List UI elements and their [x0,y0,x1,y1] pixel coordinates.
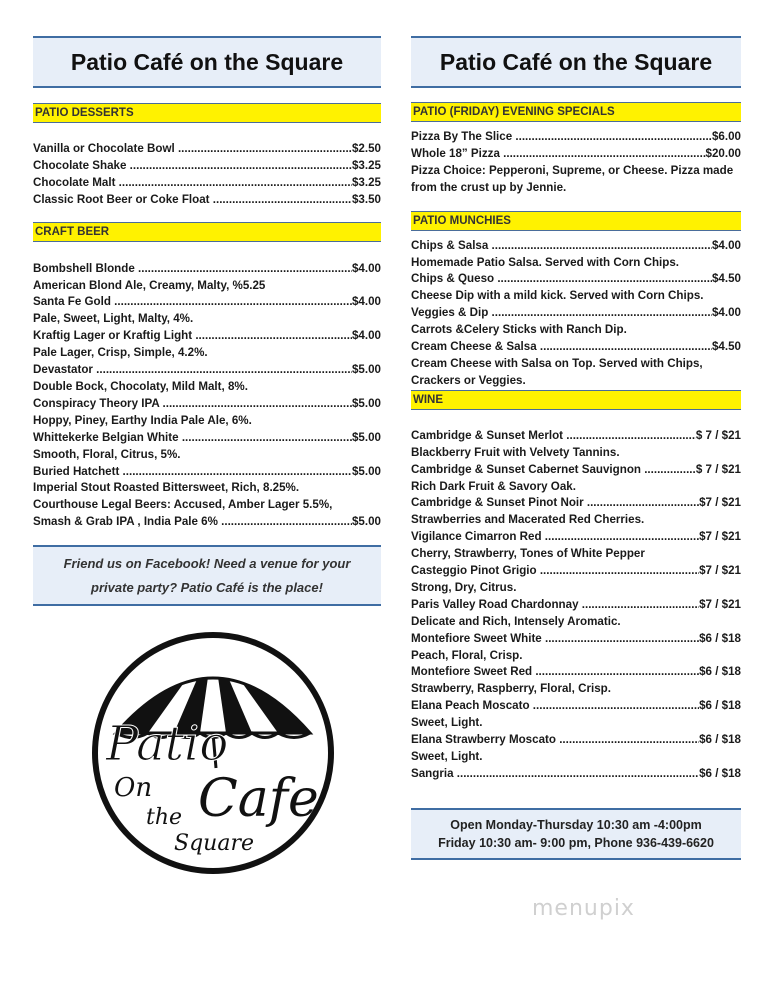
menu-item [411,563,741,580]
item-price: $5.00 [351,515,381,529]
item-name: Veggies & Dip ..... [411,305,712,322]
item-description: Homemade Patio Salsa. Served with Corn Chips. [411,255,680,269]
item-name: Chips & Queso ..... [411,271,712,288]
menu-item [411,529,741,546]
wine-list [411,428,741,783]
menu-item [33,294,381,311]
item-price: $3.50 [351,192,381,206]
right-column [411,36,741,783]
menu-item [411,597,741,614]
menu-item [33,192,381,209]
item-description: Cream Cheese with Salsa on Top. Served with Chips, Crackers or Veggies. [411,356,703,387]
item-price: $6 / $18 [699,631,741,645]
menu-item [411,146,741,163]
item-name: Pizza By The Slice ..... [411,129,712,146]
item-name: Bombshell Blonde ..... [33,261,352,278]
item-price: $ 7 / $21 [695,428,741,442]
item-price: $4.50 [711,272,741,286]
item-price: $20.00 [705,146,741,160]
item-name: Elana Strawberry Moscato ..... [411,732,699,749]
item-name: Smash & Grab IPA , India Pale 6% ..... [33,514,352,531]
item-price: $3.25 [351,158,381,172]
item-price: $7 / $21 [699,597,741,611]
promo-line: private party? Patio Café is the place! [91,579,323,595]
item-name: Chips & Salsa ..... [411,238,712,255]
item-price: $4.00 [351,261,381,275]
item-name: Santa Fe Gold ..... [33,294,352,311]
item-price: $4.00 [351,329,381,343]
item-description: Strawberries and Macerated Red Cherries. [411,513,645,527]
item-description: Pale Lager, Crisp, Simple, 4.2%. [33,346,208,360]
hours-line: Open Monday-Thursday 10:30 am -4:00pm [450,818,702,832]
beer-list [33,261,381,532]
menu-item [33,430,381,447]
item-description: Double Bock, Chocolaty, Mild Malt, 8%. [33,379,248,393]
munchies-list [411,238,741,390]
item-name: Sangria ..... [411,766,699,783]
menu-item [411,495,741,512]
item-description: Cherry, Strawberry, Tones of White Pepper [411,547,645,561]
item-price: $6.00 [711,130,741,143]
item-name: Chocolate Malt ..... [33,175,352,192]
menupix-watermark: menupix [532,896,635,921]
item-name: Elana Peach Moscato ..... [411,698,699,715]
menu-item [411,698,741,715]
menu-item [411,339,741,356]
item-price: $ 7 / $21 [695,462,741,476]
item-description: Rich Dark Fruit & Savory Oak. [411,479,576,493]
menu-item [411,305,741,322]
item-description: Sweet, Light. [411,716,483,730]
logo-word: Patio [106,716,229,772]
menu-item [33,328,381,345]
item-price: $6 / $18 [699,699,741,713]
section-header-munchies: PATIO MUNCHIES [411,211,741,231]
left-title: Patio Café on the Square [33,36,381,88]
menu-item [33,141,381,158]
item-name: Devastator ..... [33,362,352,379]
item-price: $5.00 [351,363,381,377]
menu-item [33,261,381,278]
item-price: $4.50 [711,340,741,354]
item-description: American Blond Ale, Creamy, Malty, %5.25 [33,278,266,292]
item-name: Chocolate Shake ..... [33,158,352,175]
section-header-craft-beer: CRAFT BEER [33,222,381,242]
menu-item [33,396,381,413]
item-description: Strong, Dry, Citrus. [411,580,517,594]
item-price: $6 / $18 [699,766,741,780]
logo-word: On [114,773,153,803]
item-name: Buried Hatchett ..... [33,464,352,481]
menu-item [33,175,381,192]
item-description: Blackberry Fruit with Velvety Tannins. [411,445,620,459]
menu-item [411,271,741,288]
menu-item [411,664,741,681]
item-name: Cambridge & Sunset Cabernet Sauvignon ..... [411,462,696,479]
item-description: Hoppy, Piney, Earthy India Pale Ale, 6%. [33,413,252,427]
section-header-wine: WINE [411,390,741,410]
item-name: Cambridge & Sunset Merlot ..... [411,428,696,445]
item-description: Smooth, Floral, Citrus, 5%. [33,447,181,461]
item-price: $5.00 [351,396,381,410]
item-price: $7 / $21 [699,564,741,578]
item-description: Carrots &Celery Sticks with Ranch Dip. [411,323,627,337]
item-name: Kraftig Lager or Kraftig Light ..... [33,328,352,345]
menu-item [411,238,741,255]
right-title: Patio Café on the Square [411,36,741,88]
desserts-list [33,141,381,209]
hours-line: Friday 10:30 am- 9:00 pm, Phone 936-439-6620 [438,836,714,850]
hours-box [411,808,741,860]
specials-list [411,129,741,197]
item-description: Sweet, Light. [411,750,483,763]
item-price: $6 / $18 [699,665,741,679]
patio-cafe-logo [88,628,338,878]
item-description: Courthouse Legal Beers: Accused, Amber Lager 5.5%, [33,498,333,512]
menu-item [33,514,381,531]
menu-item [411,732,741,749]
menu-item [411,129,741,146]
menu-item [33,464,381,481]
item-name: Casteggio Pinot Grigio ..... [411,563,699,580]
item-description: Pale, Sweet, Light, Malty, 4%. [33,312,194,326]
logo-word: the [146,805,183,830]
item-price: $4.00 [711,306,741,320]
item-price: $4.00 [711,238,741,252]
item-name: Whole 18” Pizza ..... [411,146,706,163]
item-name: Montefiore Sweet Red ..... [411,664,699,681]
menu-item [411,766,741,783]
item-name: Cream Cheese & Salsa ..... [411,339,712,356]
item-description: Delicate and Rich, Intensely Aromatic. [411,614,621,628]
item-description: Imperial Stout Roasted Bittersweet, Rich, 8.25%. [33,481,300,495]
menu-item [33,362,381,379]
item-name: Montefiore Sweet White ..... [411,631,699,648]
section-header-desserts: PATIO DESSERTS [33,103,381,123]
promo-line: Friend us on Facebook! Need a venue for your [63,555,351,571]
menu-item [33,158,381,175]
item-price: $7 / $21 [699,530,741,544]
left-column [33,36,381,531]
item-price: $3.25 [351,175,381,189]
item-description: Cheese Dip with a mild kick. Served with Corn Chips. [411,289,704,303]
item-price: $5.00 [351,464,381,478]
item-name: Conspiracy Theory IPA ..... [33,396,352,413]
item-price: $4.00 [351,295,381,309]
facebook-promo-box [33,545,381,606]
item-price: $5.00 [351,430,381,444]
menu-item [411,428,741,445]
item-price: $7 / $21 [699,496,741,510]
menu-item [411,631,741,648]
item-price: $2.50 [351,142,381,155]
item-name: Whittekerke Belgian White ..... [33,430,352,447]
item-description: Strawberry, Raspberry, Floral, Crisp. [411,682,611,696]
item-name: Vanilla or Chocolate Bowl ..... [33,141,352,158]
item-name: Classic Root Beer or Coke Float ..... [33,192,352,209]
item-name: Paris Valley Road Chardonnay ..... [411,597,699,614]
logo-word: Square [174,831,254,856]
item-name: Vigilance Cimarron Red ..... [411,529,699,546]
item-name: Cambridge & Sunset Pinot Noir ..... [411,495,699,512]
logo-word: Cafe [198,769,319,829]
item-price: $6 / $18 [699,733,741,747]
section-header-evening-specials: PATIO (FRIDAY) EVENING SPECIALS [411,102,741,122]
menu-item [411,462,741,479]
item-description: Peach, Floral, Crisp. [411,648,523,662]
pizza-note: Pizza Choice: Pepperoni, Supreme, or Cheese. Pizza made from the crust up by Jennie. [411,163,734,194]
